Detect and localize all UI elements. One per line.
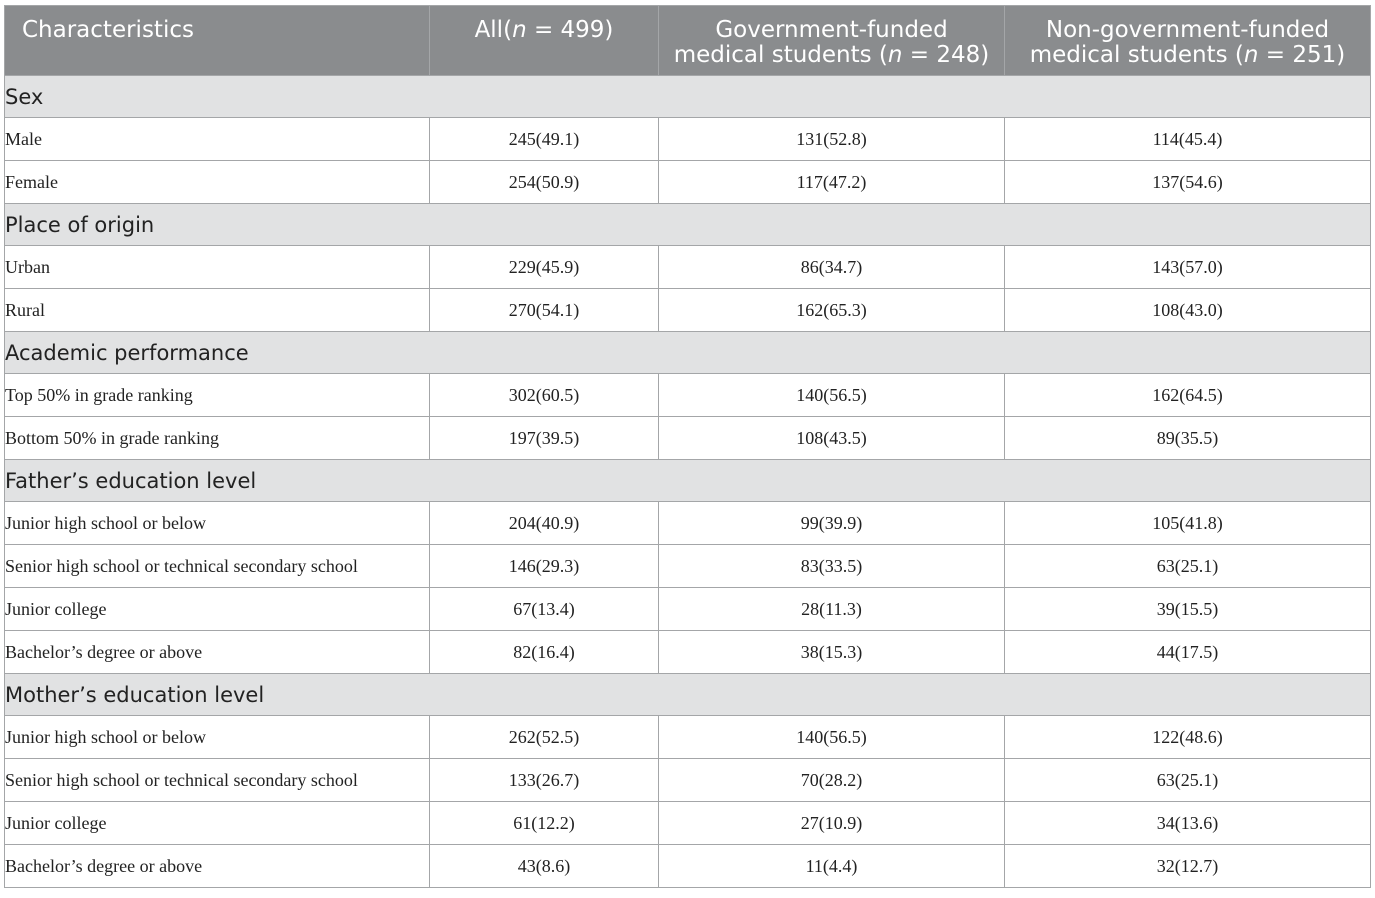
cell-all: 302(60.5)	[430, 374, 659, 417]
table-header	[5, 6, 1371, 76]
cell-all: 197(39.5)	[430, 417, 659, 460]
cell-government-funded: 131(52.8)	[659, 118, 1005, 161]
table-row	[5, 374, 1371, 417]
header-government-funded: Government-funded medical students (n = 248)	[659, 6, 1005, 76]
cell-non-government-funded: 108(43.0)	[1005, 289, 1371, 332]
row-label: Junior college	[5, 588, 430, 631]
cell-non-government-funded: 63(25.1)	[1005, 759, 1371, 802]
cell-government-funded: 38(15.3)	[659, 631, 1005, 674]
table-row	[5, 588, 1371, 631]
table-row	[5, 118, 1371, 161]
cell-non-government-funded: 114(45.4)	[1005, 118, 1371, 161]
section-row	[5, 332, 1371, 374]
row-label: Junior college	[5, 802, 430, 845]
cell-government-funded: 27(10.9)	[659, 802, 1005, 845]
section-row	[5, 674, 1371, 716]
table-row	[5, 716, 1371, 759]
section-title: Father’s education level	[5, 460, 1371, 502]
cell-all: 245(49.1)	[430, 118, 659, 161]
table-row	[5, 161, 1371, 204]
table-row	[5, 845, 1371, 888]
row-label: Rural	[5, 289, 430, 332]
row-label: Junior high school or below	[5, 716, 430, 759]
cell-government-funded: 108(43.5)	[659, 417, 1005, 460]
cell-government-funded: 86(34.7)	[659, 246, 1005, 289]
table-row	[5, 246, 1371, 289]
table-row	[5, 289, 1371, 332]
cell-all: 43(8.6)	[430, 845, 659, 888]
section-title: Place of origin	[5, 204, 1371, 246]
cell-all: 262(52.5)	[430, 716, 659, 759]
cell-non-government-funded: 34(13.6)	[1005, 802, 1371, 845]
row-label: Bachelor’s degree or above	[5, 631, 430, 674]
cell-non-government-funded: 89(35.5)	[1005, 417, 1371, 460]
cell-non-government-funded: 44(17.5)	[1005, 631, 1371, 674]
row-label: Bottom 50% in grade ranking	[5, 417, 430, 460]
section-title: Academic performance	[5, 332, 1371, 374]
header-row	[5, 6, 1371, 76]
characteristics-table	[4, 5, 1371, 888]
cell-government-funded: 140(56.5)	[659, 716, 1005, 759]
cell-government-funded: 117(47.2)	[659, 161, 1005, 204]
table-row	[5, 759, 1371, 802]
section-row	[5, 76, 1371, 118]
table-body	[5, 76, 1371, 888]
cell-non-government-funded: 105(41.8)	[1005, 502, 1371, 545]
cell-government-funded: 162(65.3)	[659, 289, 1005, 332]
cell-government-funded: 140(56.5)	[659, 374, 1005, 417]
table-row	[5, 631, 1371, 674]
section-row	[5, 204, 1371, 246]
cell-non-government-funded: 137(54.6)	[1005, 161, 1371, 204]
cell-all: 270(54.1)	[430, 289, 659, 332]
table-row	[5, 802, 1371, 845]
table-row	[5, 545, 1371, 588]
row-label: Female	[5, 161, 430, 204]
cell-all: 204(40.9)	[430, 502, 659, 545]
cell-non-government-funded: 143(57.0)	[1005, 246, 1371, 289]
cell-non-government-funded: 32(12.7)	[1005, 845, 1371, 888]
cell-government-funded: 70(28.2)	[659, 759, 1005, 802]
row-label: Top 50% in grade ranking	[5, 374, 430, 417]
cell-all: 133(26.7)	[430, 759, 659, 802]
cell-all: 82(16.4)	[430, 631, 659, 674]
cell-all: 254(50.9)	[430, 161, 659, 204]
cell-government-funded: 99(39.9)	[659, 502, 1005, 545]
section-title: Sex	[5, 76, 1371, 118]
row-label: Senior high school or technical secondary school	[5, 759, 430, 802]
row-label: Male	[5, 118, 430, 161]
row-label: Bachelor’s degree or above	[5, 845, 430, 888]
section-title: Mother’s education level	[5, 674, 1371, 716]
cell-all: 61(12.2)	[430, 802, 659, 845]
cell-all: 146(29.3)	[430, 545, 659, 588]
table-row	[5, 502, 1371, 545]
cell-non-government-funded: 39(15.5)	[1005, 588, 1371, 631]
cell-non-government-funded: 122(48.6)	[1005, 716, 1371, 759]
row-label: Urban	[5, 246, 430, 289]
cell-all: 67(13.4)	[430, 588, 659, 631]
cell-government-funded: 83(33.5)	[659, 545, 1005, 588]
cell-government-funded: 11(4.4)	[659, 845, 1005, 888]
cell-all: 229(45.9)	[430, 246, 659, 289]
cell-non-government-funded: 162(64.5)	[1005, 374, 1371, 417]
header-all: All(n = 499)	[430, 6, 659, 76]
section-row	[5, 460, 1371, 502]
header-non-government-funded: Non-government-funded medical students (n = 251)	[1005, 6, 1371, 76]
cell-government-funded: 28(11.3)	[659, 588, 1005, 631]
table-row	[5, 417, 1371, 460]
header-characteristics: Characteristics	[5, 6, 430, 76]
row-label: Junior high school or below	[5, 502, 430, 545]
cell-non-government-funded: 63(25.1)	[1005, 545, 1371, 588]
row-label: Senior high school or technical secondary school	[5, 545, 430, 588]
